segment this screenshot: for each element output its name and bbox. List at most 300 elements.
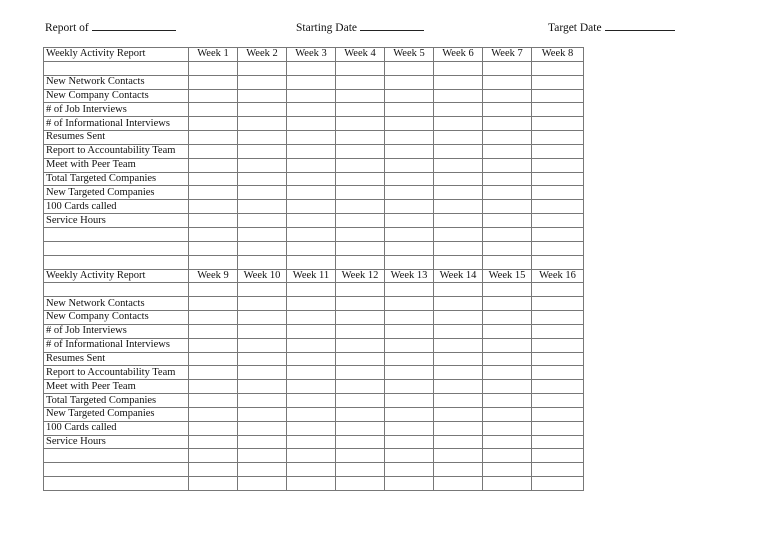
blank-label-cell xyxy=(44,255,189,269)
entry-cell[interactable] xyxy=(385,61,434,75)
entry-cell[interactable] xyxy=(287,75,336,89)
entry-cell[interactable] xyxy=(238,394,287,408)
entry-cell[interactable] xyxy=(189,394,238,408)
entry-cell[interactable] xyxy=(287,172,336,186)
entry-cell[interactable] xyxy=(238,311,287,325)
entry-cell[interactable] xyxy=(287,255,336,269)
entry-cell[interactable] xyxy=(336,311,385,325)
activity-label: 100 Cards called xyxy=(44,200,189,214)
activity-label: 100 Cards called xyxy=(44,421,189,435)
activity-label: Resumes Sent xyxy=(44,131,189,145)
entry-cell[interactable] xyxy=(532,338,584,352)
entry-cell[interactable] xyxy=(483,324,532,338)
entry-cell[interactable] xyxy=(532,200,584,214)
entry-cell[interactable] xyxy=(287,435,336,449)
activity-row xyxy=(44,380,584,394)
entry-cell[interactable] xyxy=(483,214,532,228)
entry-cell[interactable] xyxy=(238,103,287,117)
entry-cell[interactable] xyxy=(532,366,584,380)
entry-cell[interactable] xyxy=(287,477,336,491)
entry-cell[interactable] xyxy=(483,131,532,145)
entry-cell[interactable] xyxy=(189,449,238,463)
entry-cell[interactable] xyxy=(532,297,584,311)
entry-cell[interactable] xyxy=(189,117,238,131)
entry-cell[interactable] xyxy=(532,214,584,228)
entry-cell[interactable] xyxy=(238,75,287,89)
entry-cell[interactable] xyxy=(434,297,483,311)
entry-cell[interactable] xyxy=(287,407,336,421)
entry-cell[interactable] xyxy=(532,227,584,241)
entry-cell[interactable] xyxy=(385,324,434,338)
entry-cell[interactable] xyxy=(434,241,483,255)
entry-cell[interactable] xyxy=(238,158,287,172)
entry-cell[interactable] xyxy=(189,158,238,172)
entry-cell[interactable] xyxy=(287,324,336,338)
entry-cell[interactable] xyxy=(532,407,584,421)
entry-cell[interactable] xyxy=(238,214,287,228)
entry-cell[interactable] xyxy=(532,255,584,269)
entry-cell[interactable] xyxy=(336,255,385,269)
entry-cell[interactable] xyxy=(287,297,336,311)
entry-cell[interactable] xyxy=(287,338,336,352)
entry-cell[interactable] xyxy=(287,117,336,131)
activity-row xyxy=(44,338,584,352)
entry-cell[interactable] xyxy=(287,311,336,325)
activity-row xyxy=(44,131,584,145)
week-header: Week 5 xyxy=(385,48,434,62)
entry-cell[interactable] xyxy=(385,255,434,269)
entry-cell[interactable] xyxy=(385,117,434,131)
entry-cell[interactable] xyxy=(385,407,434,421)
entry-cell[interactable] xyxy=(434,172,483,186)
entry-cell[interactable] xyxy=(238,352,287,366)
entry-cell[interactable] xyxy=(532,61,584,75)
entry-cell[interactable] xyxy=(434,477,483,491)
activity-row xyxy=(44,172,584,186)
entry-cell[interactable] xyxy=(532,117,584,131)
week-header: Week 2 xyxy=(238,48,287,62)
entry-cell[interactable] xyxy=(189,297,238,311)
entry-cell[interactable] xyxy=(532,477,584,491)
entry-cell[interactable] xyxy=(385,449,434,463)
entry-cell[interactable] xyxy=(189,352,238,366)
entry-cell[interactable] xyxy=(532,311,584,325)
entry-cell[interactable] xyxy=(434,227,483,241)
activity-row xyxy=(44,297,584,311)
report-of-label: Report of xyxy=(45,22,89,34)
entry-cell[interactable] xyxy=(287,61,336,75)
entry-cell[interactable] xyxy=(434,200,483,214)
entry-cell[interactable] xyxy=(238,117,287,131)
entry-cell[interactable] xyxy=(385,103,434,117)
week-header: Week 3 xyxy=(287,48,336,62)
entry-cell[interactable] xyxy=(238,297,287,311)
week-header: Week 7 xyxy=(483,48,532,62)
entry-cell[interactable] xyxy=(336,103,385,117)
entry-cell[interactable] xyxy=(532,186,584,200)
entry-cell[interactable] xyxy=(336,463,385,477)
entry-cell[interactable] xyxy=(336,394,385,408)
entry-cell[interactable] xyxy=(532,380,584,394)
entry-cell[interactable] xyxy=(385,144,434,158)
entry-cell[interactable] xyxy=(238,227,287,241)
entry-cell[interactable] xyxy=(385,311,434,325)
entry-cell[interactable] xyxy=(385,172,434,186)
entry-cell[interactable] xyxy=(483,366,532,380)
blank-label-cell xyxy=(44,61,189,75)
entry-cell[interactable] xyxy=(238,186,287,200)
week-header: Week 12 xyxy=(336,269,385,283)
starting-date-blank[interactable] xyxy=(360,20,424,31)
entry-cell[interactable] xyxy=(336,186,385,200)
entry-cell[interactable] xyxy=(385,366,434,380)
entry-cell[interactable] xyxy=(336,214,385,228)
entry-cell[interactable] xyxy=(532,241,584,255)
entry-cell[interactable] xyxy=(336,144,385,158)
entry-cell[interactable] xyxy=(532,394,584,408)
entry-cell[interactable] xyxy=(483,103,532,117)
entry-cell[interactable] xyxy=(189,283,238,297)
entry-cell[interactable] xyxy=(189,421,238,435)
activity-label: Total Targeted Companies xyxy=(44,394,189,408)
entry-cell[interactable] xyxy=(336,89,385,103)
blank-row xyxy=(44,449,584,463)
entry-cell[interactable] xyxy=(336,449,385,463)
entry-cell[interactable] xyxy=(189,75,238,89)
entry-cell[interactable] xyxy=(483,75,532,89)
entry-cell[interactable] xyxy=(434,421,483,435)
entry-cell[interactable] xyxy=(483,172,532,186)
activity-row xyxy=(44,407,584,421)
entry-cell[interactable] xyxy=(434,463,483,477)
activity-label: New Company Contacts xyxy=(44,311,189,325)
entry-cell[interactable] xyxy=(287,227,336,241)
entry-cell[interactable] xyxy=(189,380,238,394)
entry-cell[interactable] xyxy=(532,352,584,366)
week-header: Week 4 xyxy=(336,48,385,62)
entry-cell[interactable] xyxy=(287,200,336,214)
entry-cell[interactable] xyxy=(287,352,336,366)
entry-cell[interactable] xyxy=(532,435,584,449)
entry-cell[interactable] xyxy=(336,241,385,255)
entry-cell[interactable] xyxy=(434,435,483,449)
entry-cell[interactable] xyxy=(434,394,483,408)
entry-cell[interactable] xyxy=(483,394,532,408)
entry-cell[interactable] xyxy=(287,449,336,463)
entry-cell[interactable] xyxy=(287,144,336,158)
entry-cell[interactable] xyxy=(336,366,385,380)
entry-cell[interactable] xyxy=(385,158,434,172)
entry-cell[interactable] xyxy=(336,117,385,131)
entry-cell[interactable] xyxy=(385,241,434,255)
spacer-row xyxy=(44,61,584,75)
entry-cell[interactable] xyxy=(189,435,238,449)
entry-cell[interactable] xyxy=(238,463,287,477)
entry-cell[interactable] xyxy=(483,477,532,491)
entry-cell[interactable] xyxy=(189,227,238,241)
entry-cell[interactable] xyxy=(483,255,532,269)
section-title: Weekly Activity Report xyxy=(44,269,189,283)
blank-row xyxy=(44,255,584,269)
report-of-field xyxy=(45,20,176,34)
entry-cell[interactable] xyxy=(434,324,483,338)
entry-cell[interactable] xyxy=(336,352,385,366)
entry-cell[interactable] xyxy=(238,421,287,435)
activity-label: Report to Accountability Team xyxy=(44,366,189,380)
entry-cell[interactable] xyxy=(336,75,385,89)
entry-cell[interactable] xyxy=(189,172,238,186)
entry-cell[interactable] xyxy=(336,435,385,449)
entry-cell[interactable] xyxy=(385,75,434,89)
entry-cell[interactable] xyxy=(532,144,584,158)
activity-label: New Targeted Companies xyxy=(44,186,189,200)
entry-cell[interactable] xyxy=(189,103,238,117)
entry-cell[interactable] xyxy=(434,75,483,89)
entry-cell[interactable] xyxy=(434,338,483,352)
entry-cell[interactable] xyxy=(189,338,238,352)
entry-cell[interactable] xyxy=(532,324,584,338)
entry-cell[interactable] xyxy=(189,463,238,477)
blank-label-cell xyxy=(44,477,189,491)
entry-cell[interactable] xyxy=(189,61,238,75)
entry-cell[interactable] xyxy=(385,214,434,228)
entry-cell[interactable] xyxy=(189,214,238,228)
entry-cell[interactable] xyxy=(385,186,434,200)
report-of-blank[interactable] xyxy=(92,20,176,31)
entry-cell[interactable] xyxy=(189,186,238,200)
activity-row xyxy=(44,435,584,449)
entry-cell[interactable] xyxy=(434,352,483,366)
entry-cell[interactable] xyxy=(385,477,434,491)
entry-cell[interactable] xyxy=(532,75,584,89)
entry-cell[interactable] xyxy=(336,131,385,145)
entry-cell[interactable] xyxy=(189,89,238,103)
entry-cell[interactable] xyxy=(189,366,238,380)
entry-cell[interactable] xyxy=(238,435,287,449)
activity-row xyxy=(44,186,584,200)
entry-cell[interactable] xyxy=(238,324,287,338)
entry-cell[interactable] xyxy=(336,283,385,297)
week-header: Week 16 xyxy=(532,269,584,283)
entry-cell[interactable] xyxy=(238,144,287,158)
entry-cell[interactable] xyxy=(434,366,483,380)
entry-cell[interactable] xyxy=(238,407,287,421)
entry-cell[interactable] xyxy=(385,394,434,408)
entry-cell[interactable] xyxy=(189,200,238,214)
target-date-label: Target Date xyxy=(548,22,602,34)
entry-cell[interactable] xyxy=(483,144,532,158)
section-header-row xyxy=(44,48,584,62)
entry-cell[interactable] xyxy=(483,407,532,421)
entry-cell[interactable] xyxy=(287,421,336,435)
entry-cell[interactable] xyxy=(336,407,385,421)
activity-label: New Network Contacts xyxy=(44,297,189,311)
target-date-blank[interactable] xyxy=(605,20,675,31)
week-header: Week 1 xyxy=(189,48,238,62)
entry-cell[interactable] xyxy=(532,449,584,463)
entry-cell[interactable] xyxy=(434,186,483,200)
entry-cell[interactable] xyxy=(385,421,434,435)
entry-cell[interactable] xyxy=(532,421,584,435)
week-header: Week 9 xyxy=(189,269,238,283)
activity-label: # of Informational Interviews xyxy=(44,117,189,131)
entry-cell[interactable] xyxy=(238,283,287,297)
entry-cell[interactable] xyxy=(189,131,238,145)
entry-cell[interactable] xyxy=(238,172,287,186)
entry-cell[interactable] xyxy=(189,407,238,421)
entry-cell[interactable] xyxy=(189,144,238,158)
activity-row xyxy=(44,103,584,117)
week-header: Week 14 xyxy=(434,269,483,283)
entry-cell[interactable] xyxy=(532,158,584,172)
entry-cell[interactable] xyxy=(287,366,336,380)
entry-cell[interactable] xyxy=(483,380,532,394)
entry-cell[interactable] xyxy=(189,477,238,491)
blank-label-cell xyxy=(44,463,189,477)
entry-cell[interactable] xyxy=(238,338,287,352)
entry-cell[interactable] xyxy=(483,200,532,214)
entry-cell[interactable] xyxy=(287,463,336,477)
entry-cell[interactable] xyxy=(483,463,532,477)
entry-cell[interactable] xyxy=(336,200,385,214)
entry-cell[interactable] xyxy=(532,89,584,103)
week-header: Week 8 xyxy=(532,48,584,62)
entry-cell[interactable] xyxy=(287,186,336,200)
entry-cell[interactable] xyxy=(336,297,385,311)
entry-cell[interactable] xyxy=(336,338,385,352)
entry-cell[interactable] xyxy=(238,241,287,255)
activity-label: Meet with Peer Team xyxy=(44,158,189,172)
entry-cell[interactable] xyxy=(434,61,483,75)
entry-cell[interactable] xyxy=(483,297,532,311)
activity-label: Report to Accountability Team xyxy=(44,144,189,158)
entry-cell[interactable] xyxy=(483,449,532,463)
entry-cell[interactable] xyxy=(483,352,532,366)
entry-cell[interactable] xyxy=(336,477,385,491)
entry-cell[interactable] xyxy=(238,61,287,75)
entry-cell[interactable] xyxy=(483,117,532,131)
entry-cell[interactable] xyxy=(434,449,483,463)
week-header: Week 10 xyxy=(238,269,287,283)
entry-cell[interactable] xyxy=(385,89,434,103)
entry-cell[interactable] xyxy=(434,311,483,325)
entry-cell[interactable] xyxy=(287,241,336,255)
entry-cell[interactable] xyxy=(532,172,584,186)
entry-cell[interactable] xyxy=(434,158,483,172)
entry-cell[interactable] xyxy=(336,158,385,172)
blank-label-cell xyxy=(44,283,189,297)
entry-cell[interactable] xyxy=(385,200,434,214)
entry-cell[interactable] xyxy=(385,131,434,145)
blank-row xyxy=(44,477,584,491)
entry-cell[interactable] xyxy=(483,241,532,255)
blank-label-cell xyxy=(44,241,189,255)
entry-cell[interactable] xyxy=(483,186,532,200)
entry-cell[interactable] xyxy=(238,380,287,394)
entry-cell[interactable] xyxy=(385,380,434,394)
entry-cell[interactable] xyxy=(336,61,385,75)
entry-cell[interactable] xyxy=(385,283,434,297)
entry-cell[interactable] xyxy=(287,214,336,228)
entry-cell[interactable] xyxy=(238,200,287,214)
entry-cell[interactable] xyxy=(238,366,287,380)
entry-cell[interactable] xyxy=(287,283,336,297)
entry-cell[interactable] xyxy=(434,407,483,421)
entry-cell[interactable] xyxy=(385,338,434,352)
starting-date-label: Starting Date xyxy=(296,22,357,34)
entry-cell[interactable] xyxy=(434,144,483,158)
week-header: Week 11 xyxy=(287,269,336,283)
entry-cell[interactable] xyxy=(434,214,483,228)
entry-cell[interactable] xyxy=(189,241,238,255)
entry-cell[interactable] xyxy=(532,103,584,117)
entry-cell[interactable] xyxy=(434,117,483,131)
entry-cell[interactable] xyxy=(532,131,584,145)
entry-cell[interactable] xyxy=(434,131,483,145)
entry-cell[interactable] xyxy=(434,255,483,269)
entry-cell[interactable] xyxy=(238,255,287,269)
entry-cell[interactable] xyxy=(483,435,532,449)
entry-cell[interactable] xyxy=(287,380,336,394)
target-date-field xyxy=(548,20,675,34)
entry-cell[interactable] xyxy=(483,61,532,75)
entry-cell[interactable] xyxy=(483,311,532,325)
entry-cell[interactable] xyxy=(385,227,434,241)
entry-cell[interactable] xyxy=(287,103,336,117)
entry-cell[interactable] xyxy=(385,297,434,311)
entry-cell[interactable] xyxy=(287,158,336,172)
entry-cell[interactable] xyxy=(483,283,532,297)
entry-cell[interactable] xyxy=(238,449,287,463)
entry-cell[interactable] xyxy=(483,421,532,435)
entry-cell[interactable] xyxy=(434,283,483,297)
entry-cell[interactable] xyxy=(483,338,532,352)
entry-cell[interactable] xyxy=(483,158,532,172)
entry-cell[interactable] xyxy=(189,324,238,338)
entry-cell[interactable] xyxy=(287,89,336,103)
entry-cell[interactable] xyxy=(189,255,238,269)
entry-cell[interactable] xyxy=(336,421,385,435)
entry-cell[interactable] xyxy=(336,324,385,338)
entry-cell[interactable] xyxy=(385,352,434,366)
entry-cell[interactable] xyxy=(238,131,287,145)
entry-cell[interactable] xyxy=(434,380,483,394)
activity-label: Resumes Sent xyxy=(44,352,189,366)
entry-cell[interactable] xyxy=(238,477,287,491)
entry-cell[interactable] xyxy=(287,131,336,145)
section-header-row xyxy=(44,269,584,283)
entry-cell[interactable] xyxy=(189,311,238,325)
activity-row xyxy=(44,214,584,228)
entry-cell[interactable] xyxy=(336,380,385,394)
activity-label: New Targeted Companies xyxy=(44,407,189,421)
entry-cell[interactable] xyxy=(385,435,434,449)
entry-cell[interactable] xyxy=(532,463,584,477)
entry-cell[interactable] xyxy=(336,227,385,241)
entry-cell[interactable] xyxy=(287,394,336,408)
entry-cell[interactable] xyxy=(238,89,287,103)
activity-label: # of Job Interviews xyxy=(44,324,189,338)
entry-cell[interactable] xyxy=(483,227,532,241)
entry-cell[interactable] xyxy=(434,103,483,117)
activity-label: Service Hours xyxy=(44,435,189,449)
entry-cell[interactable] xyxy=(434,89,483,103)
week-header: Week 13 xyxy=(385,269,434,283)
entry-cell[interactable] xyxy=(532,283,584,297)
entry-cell[interactable] xyxy=(336,172,385,186)
entry-cell[interactable] xyxy=(385,463,434,477)
entry-cell[interactable] xyxy=(483,89,532,103)
